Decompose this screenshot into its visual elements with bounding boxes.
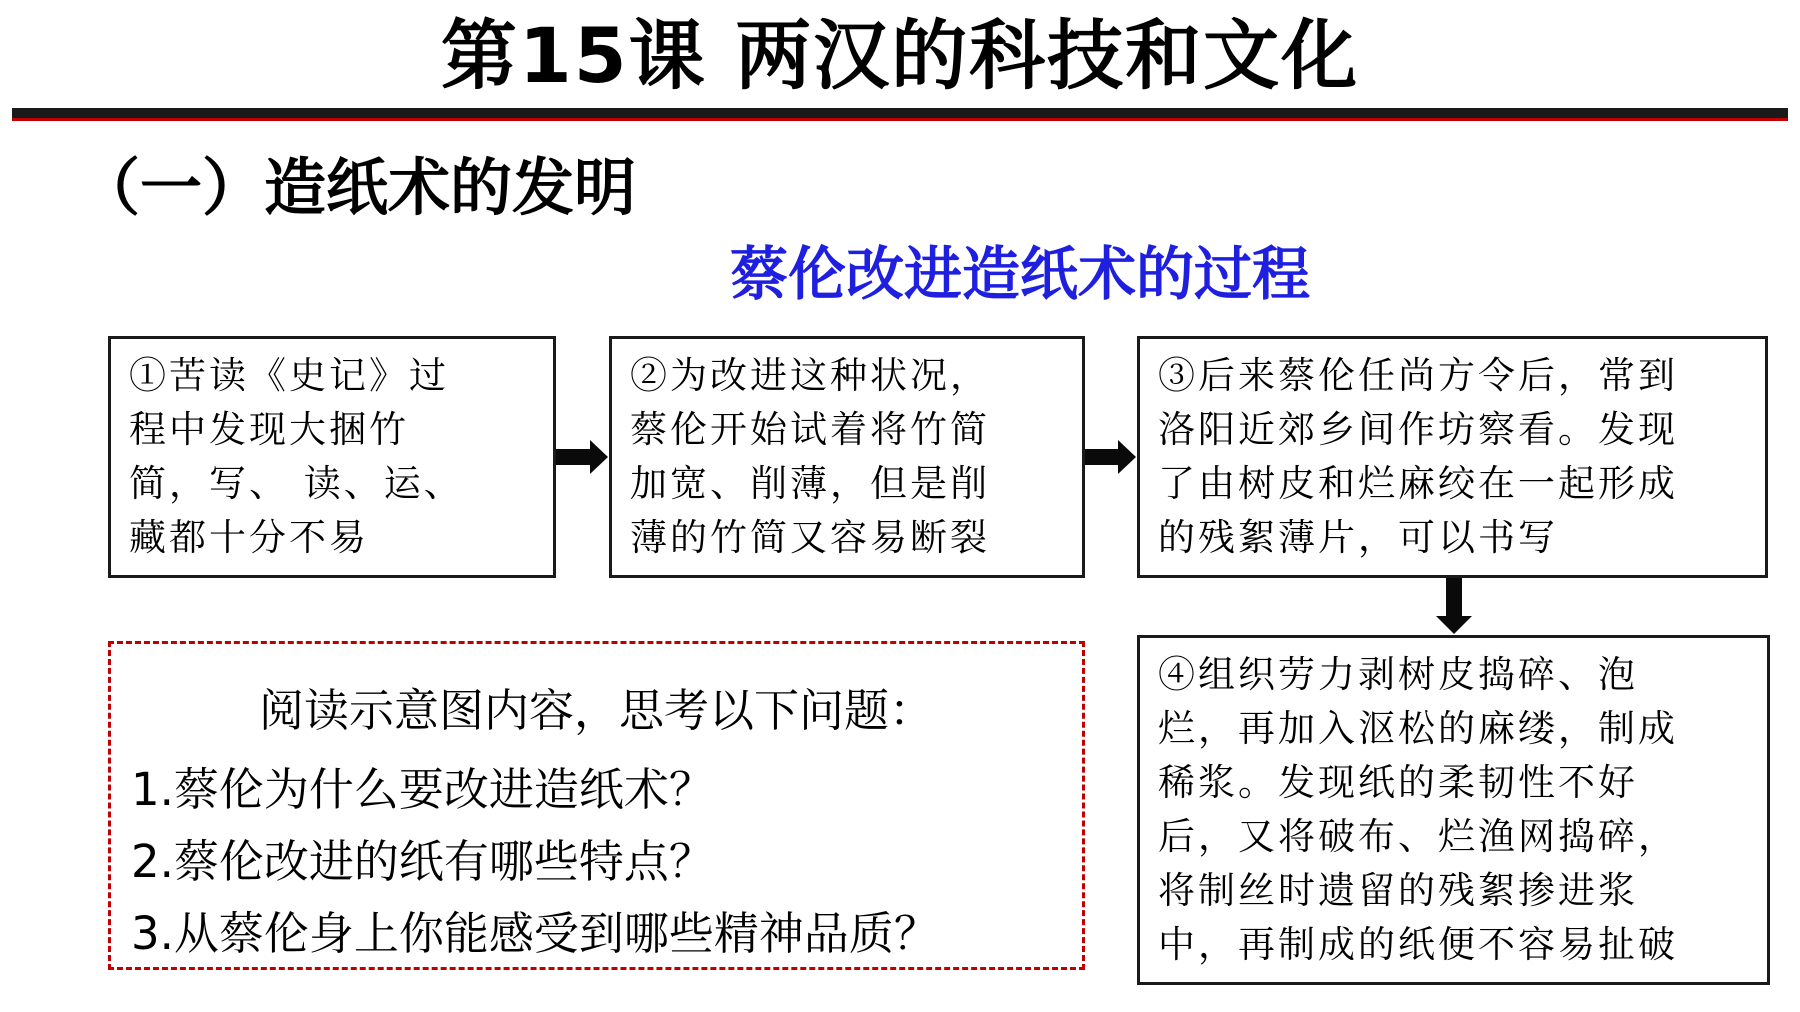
question-item-1: 1.蔡伦为什么要改进造纸术？ [131,763,714,816]
step-4-line: 稀浆。发现纸的柔韧性不好 [1158,761,1638,804]
step-4-line: 后，又将破布、烂渔网捣碎， [1158,815,1678,858]
step-2-line: 蔡伦开始试着将竹简 [630,408,990,451]
question-prompt: 阅读示意图内容，思考以下问题： [258,684,934,737]
step-2-line: 薄的竹简又容易断裂 [630,516,990,559]
step-box-4 [1137,635,1770,985]
step-box-3 [1137,336,1768,578]
slide-title: 第15课 两汉的科技和文化 [440,11,1360,100]
step-1-line: ①苦读《史记》过 [129,354,449,397]
step-1-line: 藏都十分不易 [129,516,369,559]
step-3-line: 洛阳近郊乡间作坊察看。发现 [1158,408,1678,451]
diagram-title: 蔡伦改进造纸术的过程 [729,240,1310,308]
step-4-line: 中，再制成的纸便不容易扯破 [1158,923,1678,966]
question-box [108,641,1085,970]
section-heading: （一）造纸术的发明 [78,151,637,224]
step-4-line: 烂，再加入沤松的麻缕，制成 [1158,707,1678,750]
question-item-2: 2.蔡伦改进的纸有哪些特点？ [131,835,714,888]
step-3-line: 的残絮薄片，可以书写 [1158,516,1558,559]
step-3-line: 了由树皮和烂麻绞在一起形成 [1158,462,1678,505]
step-3-line: ③后来蔡伦任尚方令后，常到 [1158,354,1678,397]
step-box-2 [609,336,1085,578]
step-4-line: 将制丝时遗留的残絮掺进浆 [1158,869,1638,912]
step-2-line: ②为改进这种状况， [630,354,990,397]
step-2-line: 加宽、削薄，但是削 [630,462,990,505]
question-item-3: 3.从蔡伦身上你能感受到哪些精神品质？ [131,907,939,960]
step-4-line: ④组织劳力剥树皮捣碎、泡 [1158,653,1638,696]
step-1-line: 简，写、 读、运、 [129,462,464,505]
step-box-1 [108,336,556,578]
title-divider [12,108,1788,121]
step-1-line: 程中发现大捆竹 [129,408,409,451]
